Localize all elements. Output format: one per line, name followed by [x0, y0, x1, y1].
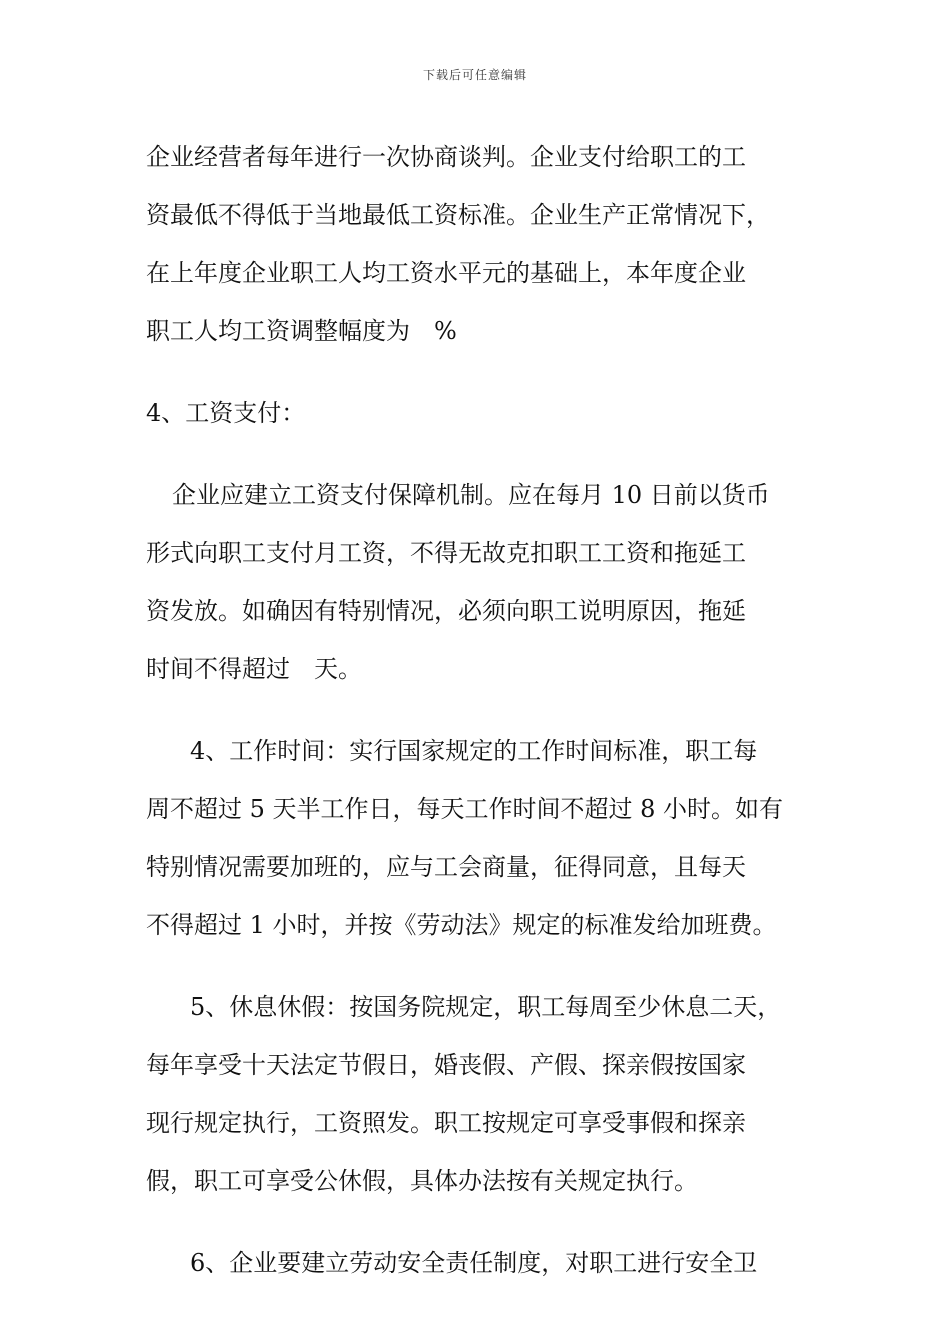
text-line: 特别情况需要加班的，应与工会商量，征得同意，且每天 — [146, 853, 746, 881]
text-line: 每年享受十天法定节假日，婚丧假、产假、探亲假按国家 — [146, 1051, 746, 1079]
text-line: 形式向职工支付月工资，不得无故克扣职工工资和拖延工 — [146, 539, 746, 567]
text-line: 不得超过 1 小时，并按《劳动法》规定的标准发给加班费。 — [146, 911, 777, 939]
paragraph-rest-and-leave — [146, 978, 816, 1210]
text-line: 时间不得超过 天。 — [146, 655, 362, 683]
document-body — [146, 128, 816, 1292]
text-line: 企业应建立工资支付保障机制。应在每月 10 日前以货币 — [172, 481, 770, 509]
page-header: 下载后可任意编辑 — [422, 68, 527, 82]
text-line: 周不超过 5 天半工作日，每天工作时间不超过 8 小时。如有 — [146, 795, 784, 823]
text-line: 5、休息休假：按国务院规定，职工每周至少休息二天， — [190, 993, 782, 1021]
text-line: 资发放。如确因有特别情况，必须向职工说明原因，拖延 — [146, 597, 746, 625]
text-line: 资最低不得低于当地最低工资标准。企业生产正常情况下， — [146, 201, 770, 229]
text-line: 6、企业要建立劳动安全责任制度，对职工进行安全卫 — [190, 1249, 758, 1277]
text-line: 职工人均工资调整幅度为 % — [146, 317, 457, 345]
paragraph-working-hours — [146, 722, 816, 954]
text-line: 企业经营者每年进行一次协商谈判。企业支付给职工的工 — [146, 143, 746, 171]
text-line: 现行规定执行，工资照发。职工按规定可享受事假和探亲 — [146, 1109, 746, 1137]
paragraph-wage-negotiation — [146, 128, 816, 360]
section-heading-wage-payment — [146, 384, 816, 442]
text-line: 假，职工可享受公休假，具体办法按有关规定执行。 — [146, 1167, 698, 1195]
section-heading: 4、工资支付： — [146, 399, 306, 427]
paragraph-wage-payment — [146, 466, 816, 698]
text-line: 4、工作时间：实行国家规定的工作时间标准，职工每 — [190, 737, 758, 765]
paragraph-labor-safety — [146, 1234, 816, 1292]
text-line: 在上年度企业职工人均工资水平元的基础上，本年度企业 — [146, 259, 746, 287]
